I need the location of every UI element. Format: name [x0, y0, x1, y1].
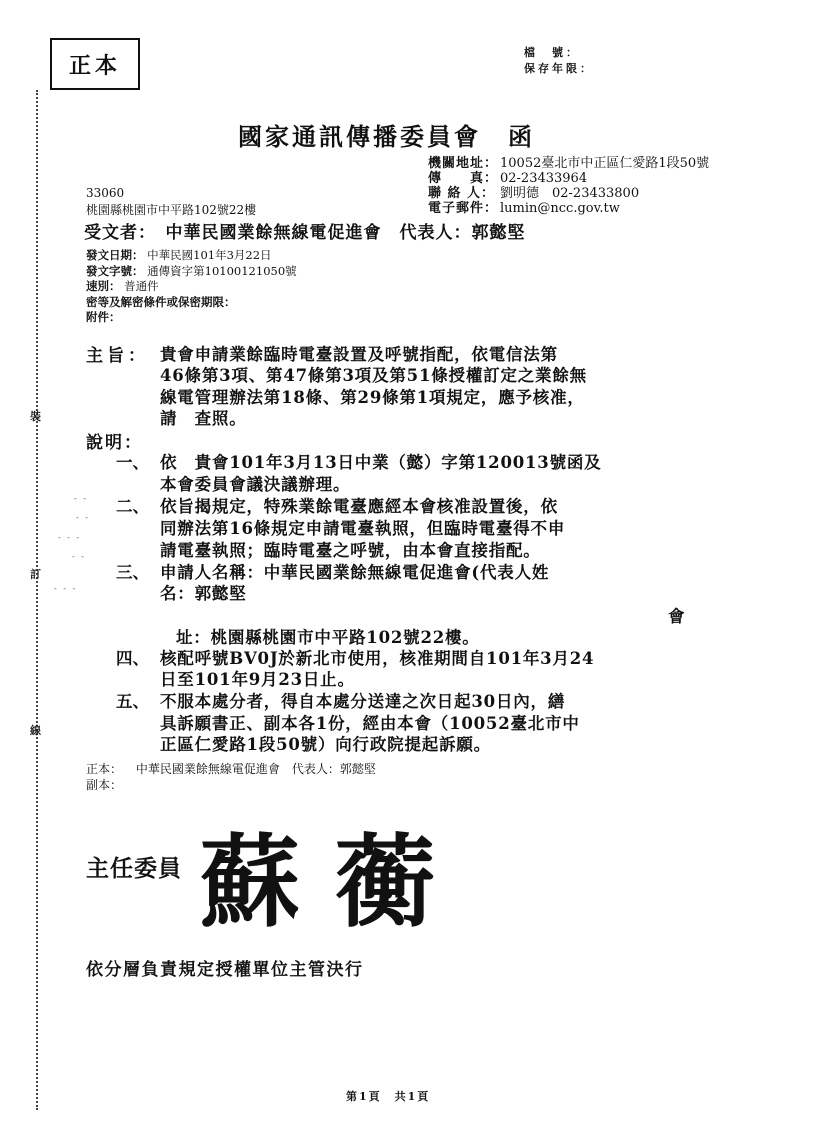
- subject-line: 請 查照。: [160, 409, 247, 428]
- speed-row: [86, 278, 159, 294]
- doc-number-row: [86, 263, 297, 279]
- item-line: 會: [668, 607, 686, 626]
- item-line: 名：郭懿堅: [160, 584, 247, 603]
- original-recipient-row: [86, 760, 376, 777]
- doc-number-label: 發文字號：: [86, 264, 144, 278]
- item-number: 一、: [116, 453, 149, 472]
- original-recipient: 中華民國業餘無線電促進會 代表人：郭懿堅: [135, 762, 376, 776]
- agency-contact: 劉明德 02-23433800: [500, 186, 640, 201]
- doc-number: 通傳資字第10100121050號: [147, 264, 297, 278]
- agency-email-row: [428, 197, 620, 216]
- recipient-zip: 33060: [86, 186, 125, 200]
- subject-line: 貴會申請業餘臨時電臺設置及呼號指配，依電信法第: [160, 345, 558, 364]
- explanation-label: 說明：: [86, 433, 143, 453]
- item-number: 三、: [116, 563, 149, 582]
- item-line: 同辦法第16條規定申請電臺執照，但臨時電臺得不申: [160, 519, 566, 538]
- original-recipient-label: 正本：: [86, 762, 123, 776]
- cut-fragment: - -: [72, 552, 86, 561]
- cut-fragment: - -: [74, 494, 88, 503]
- item-line: 申請人名稱：中華民國業餘無線電促進會(代表人姓: [160, 563, 550, 582]
- item-number: 四、: [116, 649, 149, 668]
- delegation-note: 依分層負責規定授權單位主管決行: [86, 960, 364, 980]
- recipient-line: 受文者： 中華民國業餘無線電促進會 代表人：郭懿堅: [84, 223, 526, 243]
- item-line: 具訴願書正、副本各1份，經由本會（10052臺北市中: [160, 714, 580, 733]
- attachment-label: 附件：: [86, 310, 121, 324]
- signature-text: 蘇 蘅: [200, 823, 435, 941]
- agency-address: 10052臺北市中正區仁愛路1段50號: [500, 156, 710, 171]
- cut-fragment: - - -: [58, 533, 82, 542]
- original-copy-stamp: 正本: [50, 38, 140, 90]
- binding-mark-staple: 訂: [30, 568, 41, 581]
- item-line: 請電臺執照；臨時電臺之呼號，由本會直接指配。: [160, 541, 541, 560]
- subject-line: 線電管理辦法第18條、第29條第1項規定，應予核准，: [160, 388, 585, 407]
- item-line: 依 貴會101年3月13日中業（懿）字第120013號函及: [160, 453, 602, 472]
- item-number: 五、: [116, 692, 149, 711]
- copy-recipient-label: 副本：: [86, 778, 123, 792]
- copy-recipient-row: [86, 776, 122, 793]
- agency-email-label: 電子郵件：: [428, 201, 499, 216]
- secrecy-row: [86, 294, 236, 310]
- subject-label: 主旨：: [86, 346, 149, 366]
- recipient-address: 桃園縣桃園市中平路102號22樓: [86, 203, 257, 217]
- retention-period-label: 保存年限：: [524, 62, 594, 75]
- signature-image: [200, 812, 500, 942]
- speed-value: 普通件: [124, 279, 159, 293]
- item-line: 依旨揭規定，特殊業餘電臺應經本會核准設置後，依: [160, 497, 558, 516]
- item-line: 日至101年9月23日止。: [160, 670, 355, 689]
- binding-mark-line: 線: [30, 724, 41, 737]
- item-line: 址：桃園縣桃園市中平路102號22樓。: [176, 628, 480, 647]
- item-line: 不服本處分者，得自本處分送達之次日起30日內，繕: [160, 692, 566, 711]
- file-number-label: 檔 號：: [524, 46, 580, 59]
- attachment-row: [86, 309, 121, 325]
- document-title: 國家通訊傳播委員會 函: [238, 122, 535, 151]
- speed-label: 速別：: [86, 279, 121, 293]
- item-line: 本會委員會議決議辦理。: [160, 475, 351, 494]
- page-number: 第1頁 共1頁: [346, 1090, 431, 1103]
- agency-email: lumin@ncc.gov.tw: [500, 201, 620, 216]
- cut-fragment: - - -: [54, 584, 78, 593]
- signer-title: 主任委員: [86, 855, 182, 882]
- binding-line: [36, 90, 38, 1110]
- secrecy-label: 密等及解密條件或保密期限：: [86, 295, 236, 309]
- item-line: 核配呼號BV0J於新北市使用，核准期間自101年3月24: [160, 649, 595, 668]
- issue-date: 中華民國101年3月22日: [147, 248, 272, 262]
- subject-line: 46條第3項、第47條第3項及第51條授權訂定之業餘無: [160, 366, 587, 385]
- item-line: 正區仁愛路1段50號）向行政院提起訴願。: [160, 735, 491, 754]
- agency-fax: 02-23433964: [500, 171, 588, 186]
- agency-contact-label: 聯 絡 人：: [428, 186, 496, 201]
- cut-fragment: - -: [76, 513, 90, 522]
- agency-fax-label: 傳 真：: [428, 171, 499, 186]
- issue-date-label: 發文日期：: [86, 248, 144, 262]
- issue-date-row: [86, 247, 272, 263]
- agency-address-label: 機關地址：: [428, 156, 499, 171]
- item-number: 二、: [116, 497, 149, 516]
- binding-mark-bind: 裝: [30, 410, 41, 423]
